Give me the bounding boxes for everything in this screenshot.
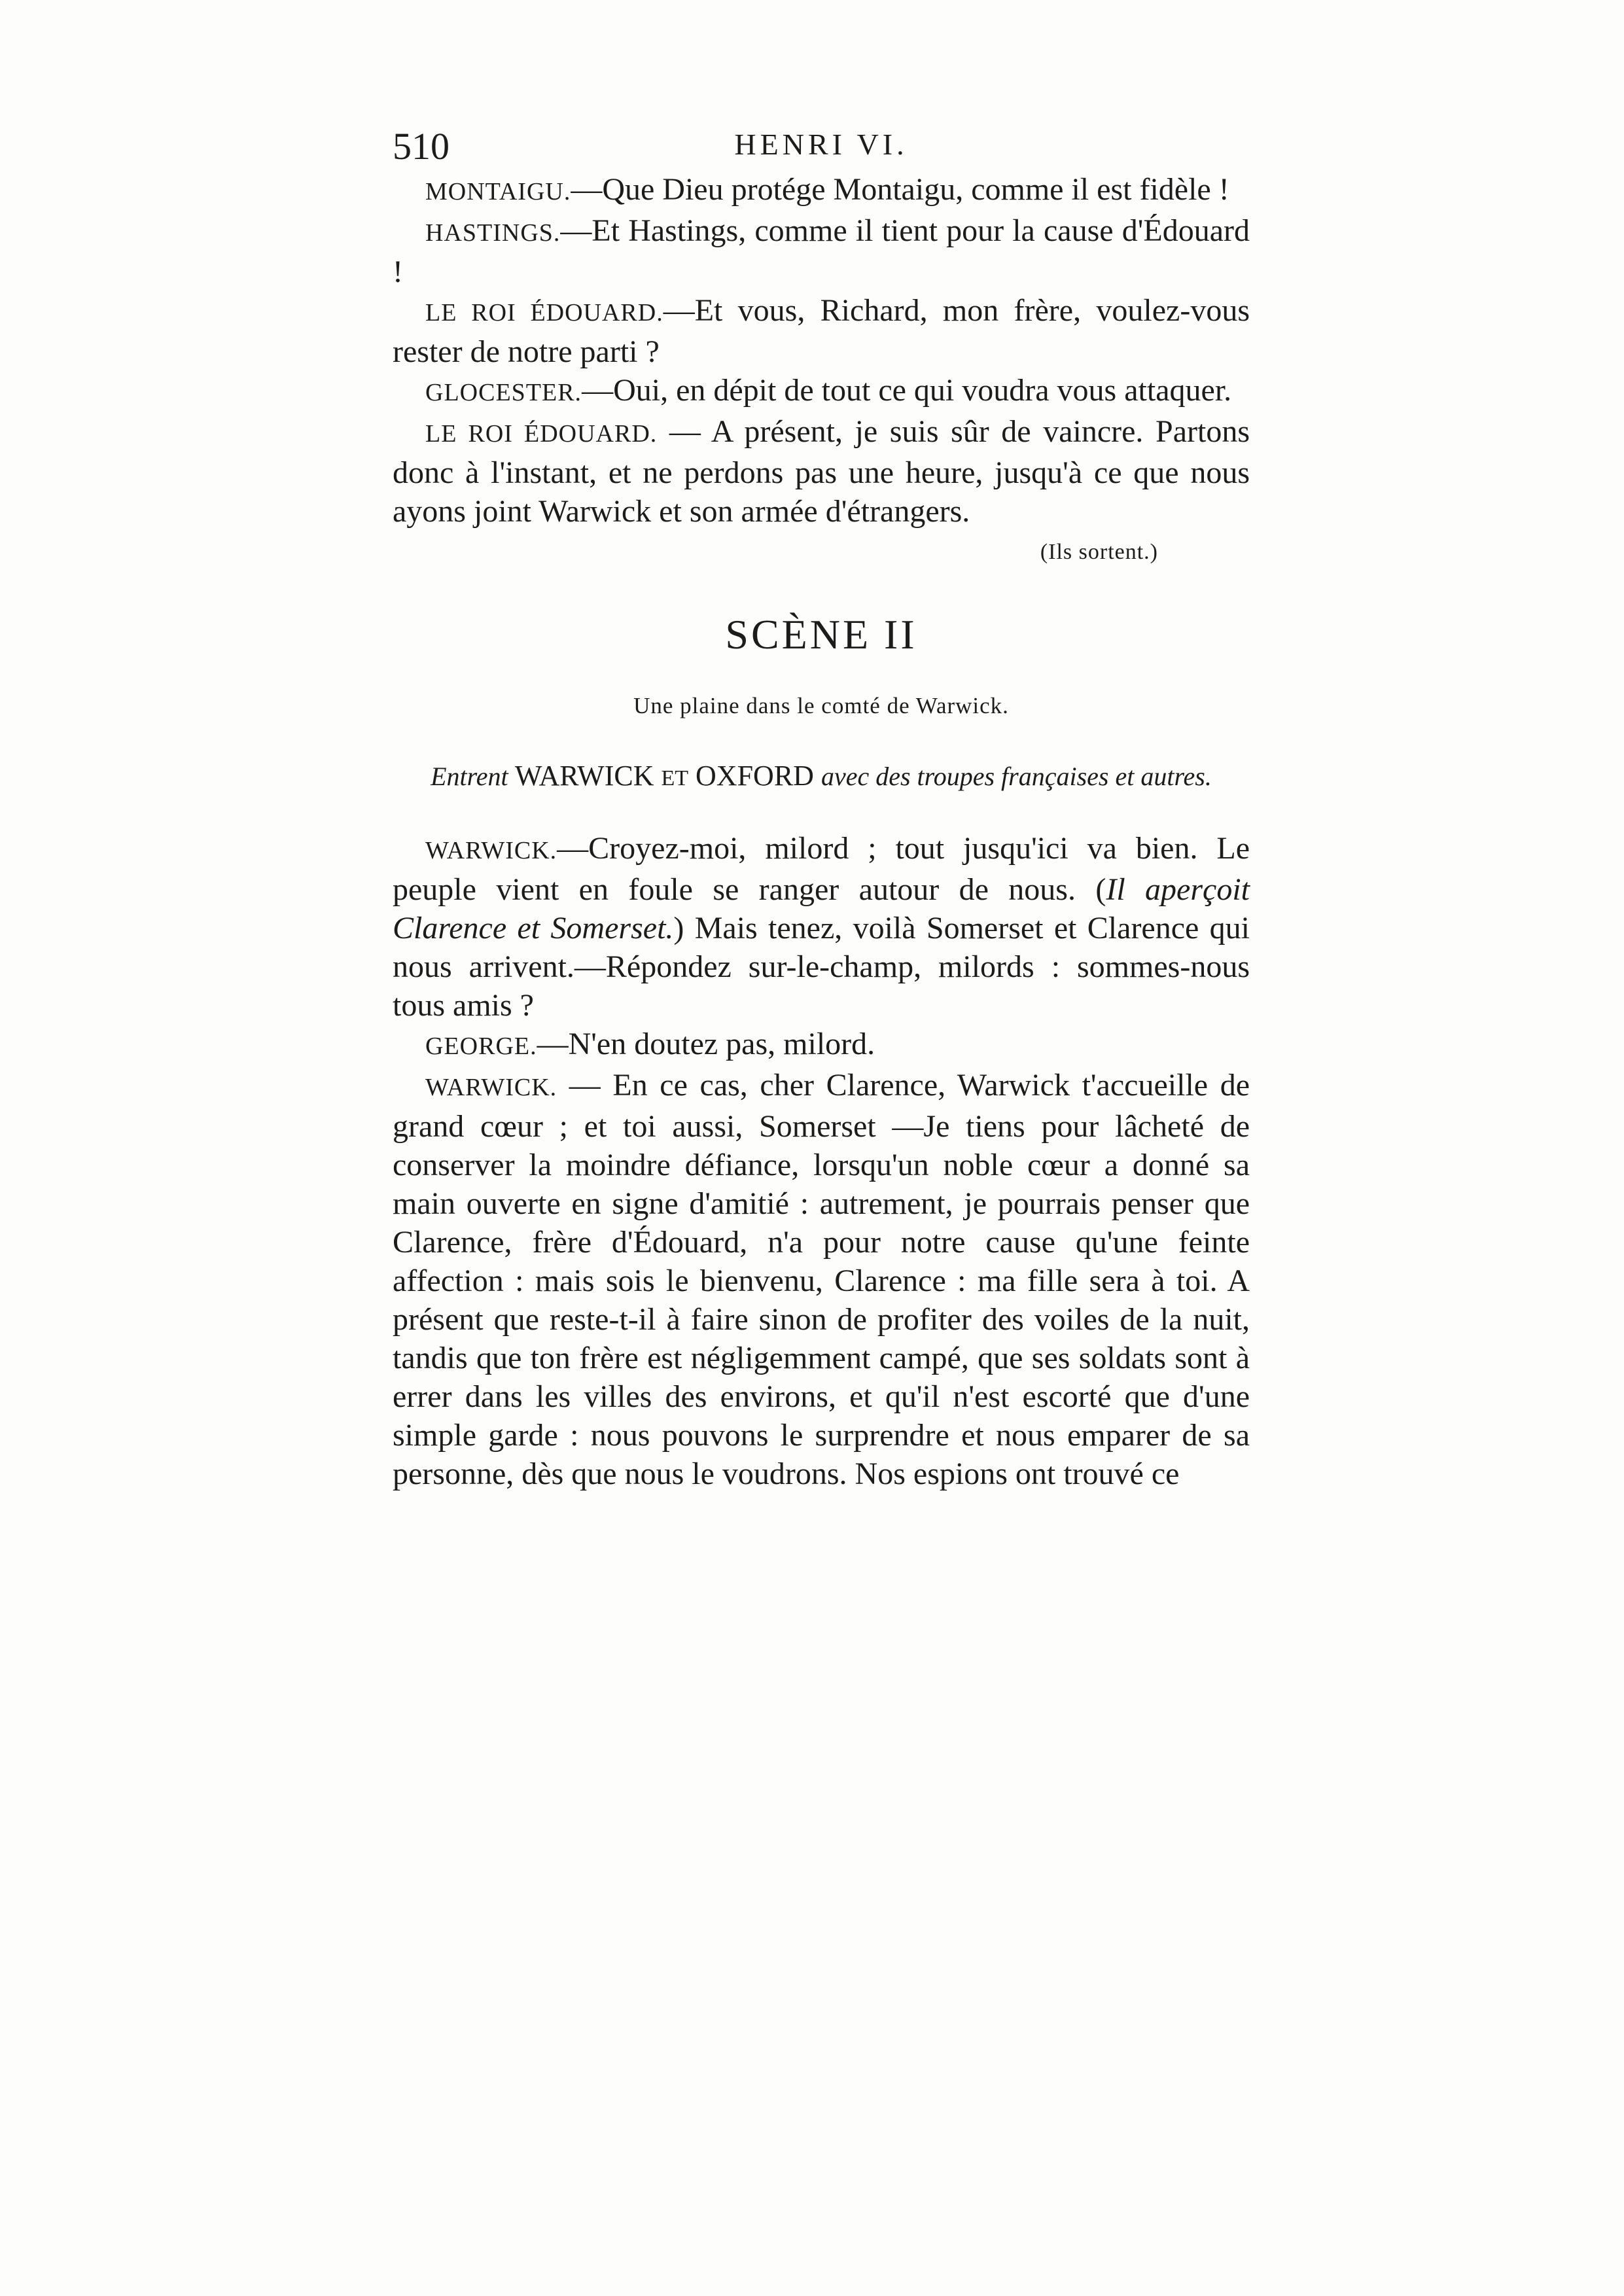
speaker-name: GEORGE.: [425, 1033, 537, 1060]
scene-location: Une plaine dans le comté de Warwick.: [633, 693, 1009, 718]
page-header: [393, 118, 1250, 170]
page-number: 510: [393, 125, 450, 168]
character-oxford: OXFORD: [696, 760, 814, 792]
speaker-name: LE ROI ÉDOUARD.: [425, 420, 658, 448]
speech-text: — A présent, je suis sûr de vaincre. Partons donc à l'instant, et ne perdons pas une heure, jusqu'à ce que nous ayons joint Warwick et son armée d'étrangers.: [393, 414, 1250, 529]
speech-aside: Il aperçoit Clarence et Somerset.: [393, 872, 1250, 945]
speaker-name: HASTINGS.: [425, 219, 561, 247]
speech-text: —N'en doutez pas, milord.: [537, 1027, 875, 1061]
speech: [393, 291, 1250, 371]
direction-entrent: Entrent: [431, 762, 508, 791]
stage-direction-exit: (Ils sortent.): [1040, 540, 1158, 564]
speech: [393, 211, 1250, 291]
speaker-name: WARWICK.: [425, 1074, 557, 1101]
speaker-name: LE ROI ÉDOUARD.: [425, 299, 663, 327]
speaker-name: GLOCESTER.: [425, 379, 582, 406]
speech: [393, 412, 1250, 531]
speech-text: —Oui, en dépit de tout ce qui voudra vous attaquer.: [582, 373, 1232, 408]
speech-text: — En ce cas, cher Clarence, Warwick t'accueille de grand cœur ; et toi aussi, Somerset —Je tiens pour lâcheté de conserver la moindre défiance, lorsqu'un noble cœur a donné sa main ouverte en signe d'amitié : autrement, je pourrais penser que Clarence, frère d'Édouard, n'a pour notre cause qu'une feinte affection : mais sois le bienvenu, Clarence : ma fille sera à toi. A présent que reste-t-il à faire sinon de profiter des voiles de la nuit, tandis que ton frère est négligemment campé, que ses soldats sont à errer dans les villes des environs, et qu'il n'est escorté que d'une simple garde : nous pouvons le surprendre et nous emparer de sa personne, dès que nous le voudrons. Nos espions ont trouvé ce: [393, 1068, 1250, 1491]
direction-et: ET: [661, 766, 689, 790]
speech: [393, 1025, 1250, 1066]
scene-title: SCÈNE II: [725, 611, 917, 658]
speech-text: —Et vous, Richard, mon frère, voulez-vous rester de notre parti ?: [393, 293, 1250, 369]
speech: [393, 371, 1250, 412]
text-column: [393, 118, 1250, 1493]
direction-rest: avec des troupes françaises et autres.: [821, 762, 1212, 791]
speech-text: —Que Dieu protége Montaigu, comme il est fidèle !: [571, 172, 1229, 207]
speech-text: —Et Hastings, comme il tient pour la cause d'Édouard !: [393, 213, 1250, 289]
running-title: HENRI VI.: [734, 128, 908, 161]
speech: [393, 829, 1250, 1025]
speech: [393, 170, 1250, 211]
speech-text: —Croyez-moi, milord ; tout jusqu'ici va bien. Le peuple vient en foule se ranger autour de nous. (: [393, 831, 1250, 907]
speech-text: ) Mais tenez, voilà Somerset et Clarence qui nous arrivent.—Répondez sur-le-champ, milords : sommes-nous tous amis ?: [393, 911, 1250, 1023]
speaker-name: MONTAIGU.: [425, 178, 571, 205]
character-warwick: WARWICK: [514, 760, 654, 792]
speech: [393, 1066, 1250, 1493]
stage-direction-entrance: [393, 758, 1250, 796]
speaker-name: WARWICK.: [425, 837, 557, 864]
